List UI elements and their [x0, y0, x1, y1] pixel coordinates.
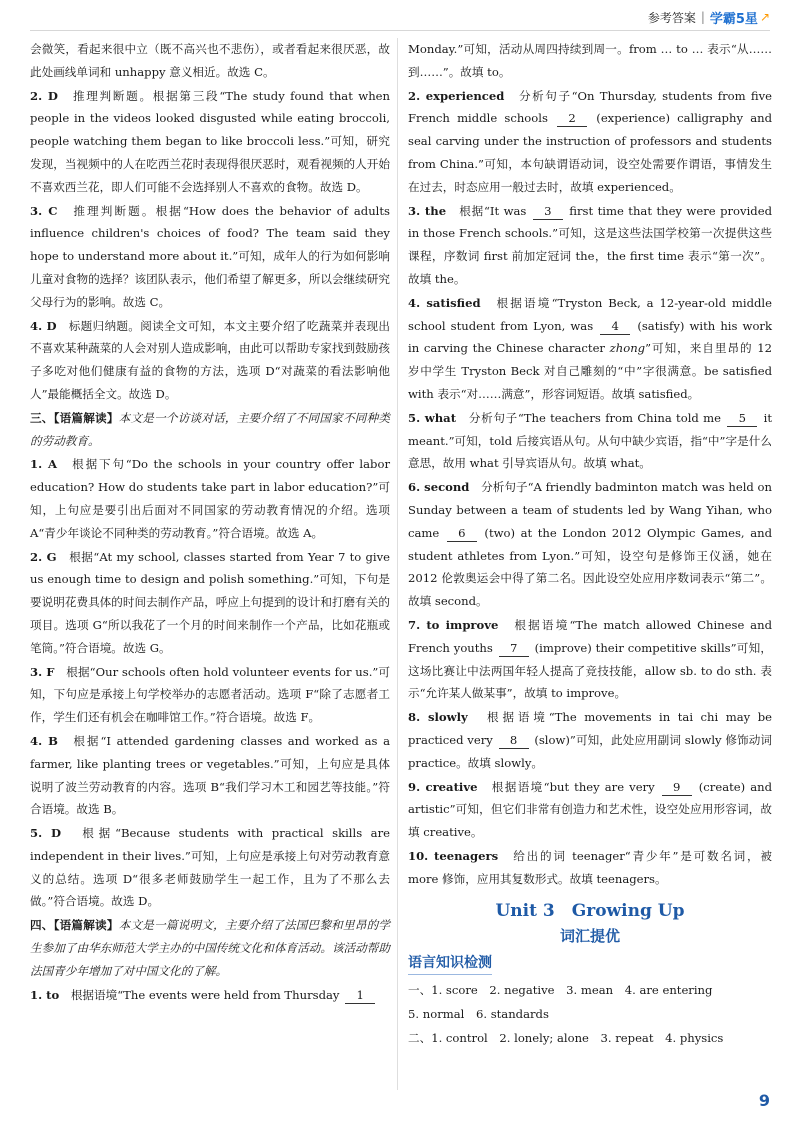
answer-line: 5. normal 6. standards — [408, 1007, 549, 1022]
left-column — [30, 38, 390, 1007]
answer-paragraph: 4. B 根据“I attended gardening classes and worked as a farmer, like planting trees or vegetables.”可知，上句应是具体说明了波兰劳动教育的内容。选项 B“我们学习木工和园艺等技能。”符合语境。故选 B。 — [30, 733, 390, 817]
header-rule — [30, 30, 770, 31]
answer-paragraph: 10. teenagers 给出的词 teenager“青少年”是可数名词，被 more 修饰，应用其复数形式。故填 teenagers。 — [408, 848, 772, 886]
answer-list — [408, 979, 772, 1049]
brand-mark-icon: ↗ — [759, 10, 770, 24]
answer-paragraph: 9. creative 根据语境“but they are very 9 (create) and artistic”可知，但它们非常有创造力和艺术性，设空处应用形容词，故填 creative。 — [408, 779, 773, 840]
answer-paragraph: 4. satisfied 根据语境“Tryston Beck, a 12-year-old middle school student from Lyon, was 4 (satisfy) with his work in carving the Chinese character zhong”可知，来自里昂的 12 岁中学生 Tryston Beck 对自己雕刻的“中”字很满意。be satisfied with 表示“对……满意”，形容词短语。故填 satisfied。 — [408, 295, 772, 401]
page-number: 9 — [758, 1091, 770, 1110]
unit-title: Unit 3 Growing Up — [495, 901, 685, 922]
answer-paragraph: 3. F 根据“Our schools often hold volunteer events for us.”可知，下句应是承接上句学校举办的志愿者活动。选项 F“除了志愿者工作，学生们还有机会在咖啡馆工作。”符合语境。故选 F。 — [30, 664, 390, 725]
answer-paragraph: 5. what 分析句子“The teachers from China told me 5 it meant.”可知，told 后接宾语从句。从句中缺少宾语，指“中”字是什么意思，故用 what 引导宾语从句。故填 what。 — [408, 410, 772, 471]
answer-paragraph: 1. A 根据下句“Do the schools in your country offer labor education? How do students take part in labor education?”可知，上句应是要引出后面对不同国家的劳动教育情况的介绍。选项 A“青少年谈论不同种类的劳动教育。”符合语境。故选 A。 — [30, 457, 390, 540]
answer-paragraph: 四、【语篇解读】本文是一篇说明文，主要介绍了法国巴黎和里昂的学生参加了由华东师范大学主办的中国传统文化和体育活动。该活动帮助法国青少年增加了对中国文化的了解。 — [30, 918, 390, 978]
right-column — [408, 38, 772, 1051]
answer-paragraph: 2. experienced 分析句子“On Thursday, students from five French middle schools 2 (experience) calligraphy and seal carving under the instruction of professors and students from China.”可知，本句缺谓语动词，设空处需要作谓语，事情发生在过去，时态应用一般过去时，故填 experienced。 — [408, 88, 772, 194]
answer-paragraph: 2. G 根据“At my school, classes started from Year 7 to give us enough time to design and polish something.”可知，下句是要说明花费具体的时间去制作产品，呼应上句提到的设计和打磨有关的项目。选项 G“所以我花了一个月的时间来制作一个产品，比如花瓶或笔筒。”符合语境。故选 G。 — [30, 549, 390, 655]
unit-subtitle: 词汇提优 — [559, 927, 620, 946]
section-heading: 语言知识检测 — [408, 952, 492, 975]
answer-paragraph: 1. to 根据语境“The events were held from Thursday 1 — [30, 984, 390, 1007]
header-separator: | — [700, 10, 705, 24]
answer-paragraph: 8. slowly 根据语境“The movements in tai chi may be practiced very 8 (slow)”可知，此处应用副词 slowly 修饰动词 practice。故填 slowly。 — [408, 710, 772, 770]
answer-paragraph: 7. to improve 根据语境“The match allowed Chinese and French youths 7 (improve) their competitive skills”可知，这场比赛让中法两国年轻人提高了竞技技能，allow sb. to do sth. 表示“允许某人做某事”，故填 to improve。 — [408, 617, 772, 701]
answer-paragraph: 5. D 根据“Because students with practical skills are independent in their lives.”可知，上句应是承接上句对劳动教育意义的总结。选项 D“很多老师鼓励学生一起工作，且为了不那么去做。”符合语境。故选 D。 — [30, 826, 390, 909]
answer-line: 二、1. control 2. lonely; alone 3. repeat 4. physics — [408, 1031, 724, 1046]
answer-paragraph: 6. second 分析句子“A friendly badminton match was held on Sunday between a team of students led by Wang Yihan, who came 6 (two) at the London 2012 Olympic Games, and student athletes from Lyon.”可知，设空句是修饰王仪涵，她在 2012 伦敦奥运会中得了第二名。因此设空处应用序数词表示“第二”。故填 second。 — [408, 480, 772, 609]
header-label: 参考答案 — [647, 10, 696, 25]
answer-paragraph: 4. D 标题归纳题。阅读全文可知，本文主要介绍了吃蔬菜并表现出不喜欢某种蔬菜的人会对别人造成影响，由此可以帮助专家找到鼓励孩子多吃对他们健康有益的食物的方法，选项 D“对蔬菜的看法影响他人”最能概括全文。故选 D。 — [30, 318, 390, 401]
answer-paragraph: 3. C 推理判断题。根据“How does the behavior of adults influence children's choices of food? The team said they hope to understand more about it.”可知，成年人的行为如何影响儿童对食物的选择？该团队表示，他们希望了解更多，所以会继续研究父母行为的影响。故选 C。 — [30, 203, 390, 309]
page-header — [648, 6, 770, 28]
answer-line: 一、1. score 2. negative 3. mean 4. are entering — [408, 983, 713, 998]
brand-logo: 学霸5星 — [709, 11, 758, 27]
answer-paragraph: 会微笑，看起来很中立（既不高兴也不悲伤），或者看起来很厌恶，故此处画线单词和 unhappy 意义相近。故选 C。 — [30, 42, 390, 79]
answer-paragraph: 3. the 根据“It was 3 first time that they were provided in those French schools.”可知，这是这些法国学校第一次提供这些课程，序数词 first 前加定冠词 the，the first time 表示“第一次”。故填 the。 — [408, 203, 772, 286]
answer-paragraph: 三、【语篇解读】本文是一个访谈对话，主要介绍了不同国家不同种类的劳动教育。 — [30, 410, 390, 448]
answer-paragraph: 2. D 推理判断题。根据第三段“The study found that when people in the videos looked disgusted while eating broccoli, people watching them began to like broccoli less.”可知，研究发现，当视频中的人在吃西兰花时表现得很厌恶时，观看视频的人开始不喜欢西兰花，即人们可能不会选择别人不喜欢的食物。故选 D。 — [30, 88, 390, 194]
answer-paragraph: Monday.”可知，活动从周四持续到周一。from … to … 表示“从……到……”。故填 to。 — [408, 42, 772, 79]
column-divider — [397, 38, 398, 1090]
